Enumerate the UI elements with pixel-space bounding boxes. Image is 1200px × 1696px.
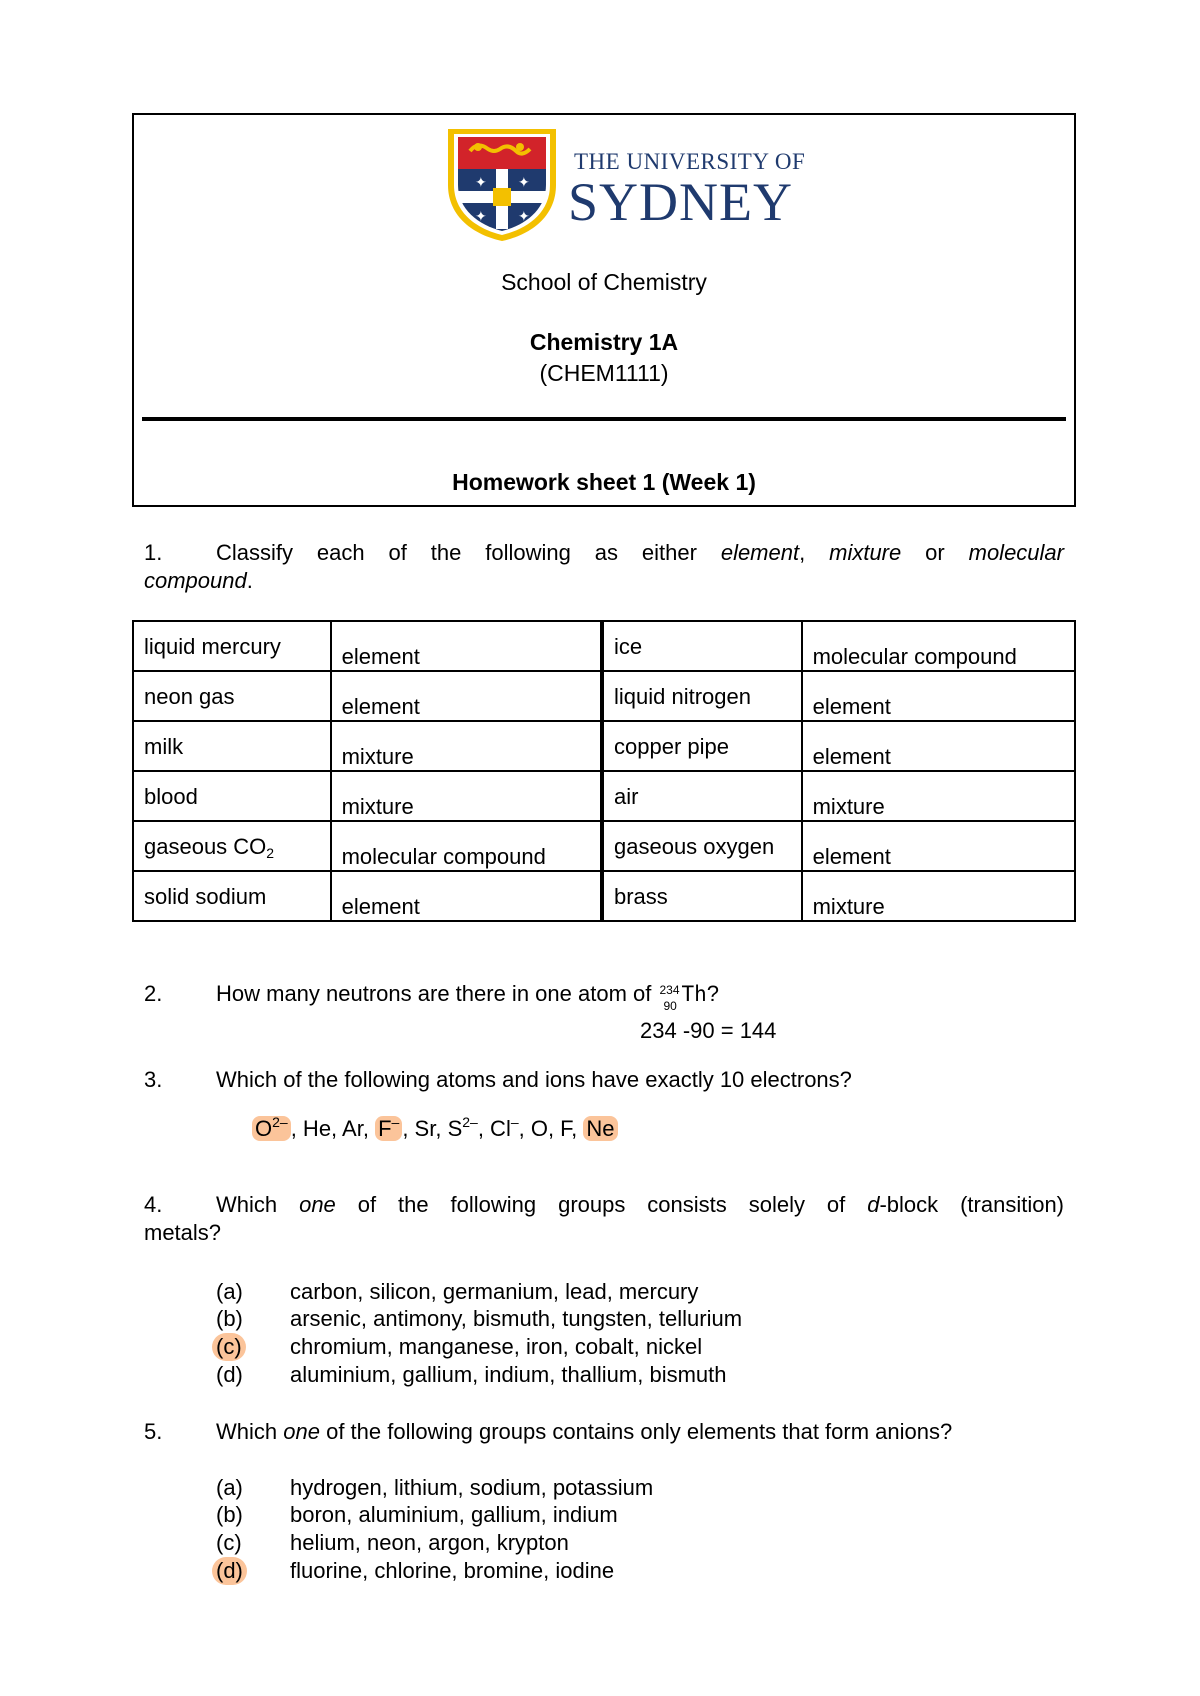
table-cell-answer: mixture — [331, 721, 602, 771]
crest-icon — [442, 125, 562, 243]
university-name-line1: THE UNIVERSITY OF — [574, 149, 806, 174]
question-number: 3. — [144, 1067, 163, 1092]
table-cell-answer: element — [331, 621, 602, 671]
table-cell-answer: element — [802, 671, 1075, 721]
emphasis-element: element — [720, 540, 800, 565]
charge: – — [510, 1114, 519, 1130]
table-cell-item: liquid nitrogen — [602, 671, 802, 721]
mass-number: 234 — [659, 983, 680, 997]
table-cell-item: solid sodium — [133, 871, 331, 921]
table-cell-answer: molecular compound — [331, 821, 602, 871]
sheet-title: Homework sheet 1 (Week 1) — [452, 469, 756, 495]
svg-text:✦: ✦ — [518, 175, 530, 191]
question-2-answer: 234 -90 = 144 — [640, 1018, 777, 1043]
text-run: How many neutrons are there in one atom of — [216, 981, 658, 1006]
university-logo — [442, 125, 806, 243]
charge: 2– — [462, 1114, 478, 1130]
table-cell-item: ice — [602, 621, 802, 671]
text-run: of the following groups contains only elements that form anions? — [319, 1419, 953, 1444]
question-number: 2. — [144, 981, 163, 1006]
option-letter: (a) — [216, 1279, 243, 1304]
option-letter: (b) — [216, 1502, 243, 1527]
question-4 — [144, 1191, 1064, 1247]
table-row — [133, 821, 1075, 871]
option-text: carbon, silicon, germanium, lead, mercury — [290, 1279, 699, 1304]
charge: – — [391, 1114, 400, 1130]
text-run: ? — [706, 981, 720, 1006]
text-run: of the following groups consists solely of — [335, 1192, 868, 1217]
table-cell-answer: element — [802, 821, 1075, 871]
option-letter: (d) — [216, 1362, 243, 1387]
table-cell-answer: element — [331, 871, 602, 921]
text-run: , O, F, — [518, 1116, 584, 1141]
text-run: , Sr, S — [402, 1116, 463, 1141]
question-4-line1 — [144, 1191, 1064, 1219]
question-4-line2: metals? — [144, 1220, 222, 1245]
option-letter: (b) — [216, 1306, 243, 1331]
course-title: Chemistry 1A — [529, 329, 679, 355]
highlight-answer — [252, 1116, 291, 1141]
svg-text:✦: ✦ — [475, 209, 487, 225]
question-number: 5. — [144, 1419, 163, 1444]
emphasis-compound: compound — [144, 568, 247, 593]
option-letter-selected: (c) — [212, 1333, 246, 1361]
school-name: School of Chemistry — [501, 269, 707, 295]
text-run: , Cl — [477, 1116, 511, 1141]
table-row — [133, 621, 1075, 671]
table-cell-answer: mixture — [802, 771, 1075, 821]
header-divider — [142, 417, 1066, 421]
course-code: (CHEM1111) — [539, 360, 669, 386]
atomic-number: 90 — [663, 999, 677, 1013]
question-3-species — [252, 1108, 618, 1143]
table-cell-item: brass — [602, 871, 802, 921]
table-cell-answer: mixture — [331, 771, 602, 821]
subscript: 2 — [266, 845, 275, 861]
table-cell-item: blood — [133, 771, 331, 821]
table-cell-answer: mixture — [802, 871, 1075, 921]
text-run: gaseous CO — [144, 834, 267, 859]
text-run: , — [799, 540, 830, 565]
table-row — [133, 771, 1075, 821]
option-letter: (c) — [216, 1530, 242, 1555]
question-1 — [144, 539, 1064, 595]
option-text: boron, aluminium, gallium, indium — [290, 1502, 618, 1527]
charge: 2– — [272, 1114, 288, 1130]
table-cell-answer: molecular compound — [802, 621, 1075, 671]
text-run: . — [246, 568, 253, 593]
question-5-text — [216, 1418, 952, 1446]
nuclide-notation — [657, 980, 681, 1013]
question-4-text — [216, 1191, 1064, 1219]
question-number: 1. — [144, 540, 163, 565]
classification-table — [132, 620, 1076, 922]
emphasis-d: d — [867, 1192, 880, 1217]
highlight-answer: Ne — [583, 1116, 617, 1141]
species-text: O — [255, 1116, 273, 1141]
table-cell-answer: element — [802, 721, 1075, 771]
question-1-line2 — [144, 567, 1064, 595]
text-run: Which — [216, 1192, 300, 1217]
question-number: 4. — [144, 1192, 163, 1217]
table-cell-item: liquid mercury — [133, 621, 331, 671]
option-text: aluminium, gallium, indium, thallium, bismuth — [290, 1362, 727, 1387]
university-name-line2: SYDNEY — [568, 172, 794, 232]
text-run: , He, Ar, — [290, 1116, 376, 1141]
species-text: F — [378, 1116, 392, 1141]
option-letter-selected: (d) — [212, 1557, 247, 1585]
option-letter: (a) — [216, 1475, 243, 1500]
table-cell-answer: element — [331, 671, 602, 721]
table-cell-item: milk — [133, 721, 331, 771]
table-cell-item: gaseous oxygen — [602, 821, 802, 871]
option-text: hydrogen, lithium, sodium, potassium — [290, 1475, 654, 1500]
table-cell-item — [133, 821, 331, 871]
option-text: chromium, manganese, iron, cobalt, nickel — [290, 1334, 703, 1359]
option-text: fluorine, chlorine, bromine, iodine — [290, 1558, 615, 1583]
element-symbol: Th — [681, 982, 707, 1006]
question-2-text — [216, 980, 720, 1013]
table-cell-item: air — [602, 771, 802, 821]
table-cell-item: neon gas — [133, 671, 331, 721]
svg-text:✦: ✦ — [518, 209, 530, 225]
text-run: or — [901, 540, 969, 565]
table-cell-item: copper pipe — [602, 721, 802, 771]
option-text: arsenic, antimony, bismuth, tungsten, tellurium — [290, 1306, 743, 1331]
question-3-text: Which of the following atoms and ions have exactly 10 electrons? — [216, 1067, 852, 1092]
highlight-answer — [375, 1116, 402, 1141]
table-row — [133, 721, 1075, 771]
emphasis-molecular: molecular — [968, 540, 1064, 565]
text-run: Which — [216, 1419, 284, 1444]
table-row — [133, 671, 1075, 721]
question-1-text — [216, 539, 1064, 567]
header-box — [132, 113, 1076, 507]
emphasis-one: one — [299, 1192, 336, 1217]
question-1-line1 — [144, 539, 1064, 567]
emphasis-mixture: mixture — [829, 540, 902, 565]
text-run: -block (transition) — [879, 1192, 1064, 1217]
option-text: helium, neon, argon, krypton — [290, 1530, 569, 1555]
table-row — [133, 871, 1075, 921]
text-run: Classify each of the following as either — [216, 540, 721, 565]
emphasis-one: one — [283, 1419, 320, 1444]
svg-text:✦: ✦ — [475, 175, 487, 191]
